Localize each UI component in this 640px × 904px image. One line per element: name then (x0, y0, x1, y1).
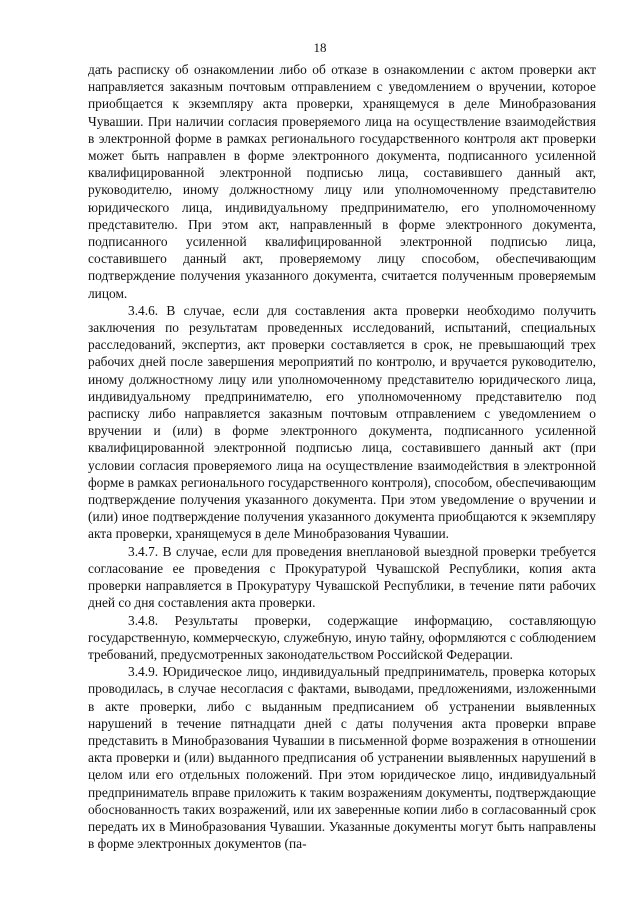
paragraph-3-4-6: 3.4.6. В случае, если для составления акта проверки необходимо получить заключения по результатам проведенных исследований, испытаний, специальных расследований, экспертиз, акт проверки составляется в срок, не превышающий трех рабочих дней после завершения мероприятий по контролю, и вручается руководителю, иному должностному лицу или уполномоченному представителю юридического лица, индивидуальному предпринимателю, его уполномоченному представителю под расписку либо направляется заказным почтовым отправлением с уведомлением о вручении и (или) в форме электронного документа, подписанного усиленной квалифицированной электронной подписью лица, составившего данный акт (при условии согласия проверяемого лица на осуществление взаимодействия в электронной форме в рамках регионального государственного контроля), способом, обеспечивающим подтверждение получения указанного документа. При этом уведомление о вручении и (или) иное подтверждение получения указанного документа приобщаются к экземпляру акта проверки, хранящемуся в деле Минобразования Чувашии. (88, 302, 596, 542)
page-number: 18 (313, 40, 327, 55)
paragraph-3-4-7: 3.4.7. В случае, если для проведения внеплановой выездной проверки требуется согласование ее проведения с Прокуратурой Чувашской Республики, копия акта проверки направляется в Прокуратуру Чувашской Республики, в течение пяти рабочих дней со дня составления акта проверки. (88, 543, 596, 611)
paragraph-continuation: дать расписку об ознакомлении либо об отказе в ознакомлении с актом проверки акт направляется заказным почтовым отправлением с уведомлением о вручении, которое приобщается к экземпляру акта проверки, хранящемуся в деле Минобразования Чувашии. При наличии согласия проверяемого лица на осуществление взаимодействия в электронной форме в рамках регионального государственного контроля акт проверки может быть направлен в форме электронного документа, подписанного усиленной квалифицированной электронной подписью лица, составившего данный акт, руководителю, иному должностному лицу или уполномоченному представителю юридического лица, индивидуальному предпринимателю, его уполномоченному представителю. При этом акт, направленный в форме электронного документа, подписанного усиленной квалифицированной электронной подписью лица, составившего данный акт, проверяемому лицу способом, обеспечивающим подтверждение получения указанного документа, считается полученным проверяемым лицом. (88, 62, 596, 301)
paragraph-3-4-9: 3.4.9. Юридическое лицо, индивидуальный предприниматель, проверка которых проводилась, в случае несогласия с фактами, выводами, предложениями, изложенными в акте проверки, либо с выданным предписанием об устранении выявленных нарушений в течение пятнадцати дней с даты получения акта проверки вправе представить в Минобразования Чувашии в письменной форме возражения в отношении акта проверки и (или) выданного предписания об устранении выявленных нарушений в целом или его отдельных положений. При этом юридическое лицо, индивидуальный предприниматель вправе приложить к таким возражениям документы, подтверждающие обоснованность таких возражений, или их заверенные копии либо в согласованный срок передать их в Минобразования Чувашии. Указанные документы могут быть направлены в форме электронных документов (па- (88, 664, 596, 852)
paragraph-3-4-8: 3.4.8. Результаты проверки, содержащие информацию, составляющую государственную, коммерческую, служебную, иную тайну, оформляются с соблюдением требований, предусмотренных законодательством Российской Федерации. (88, 612, 596, 662)
document-body (88, 61, 596, 852)
